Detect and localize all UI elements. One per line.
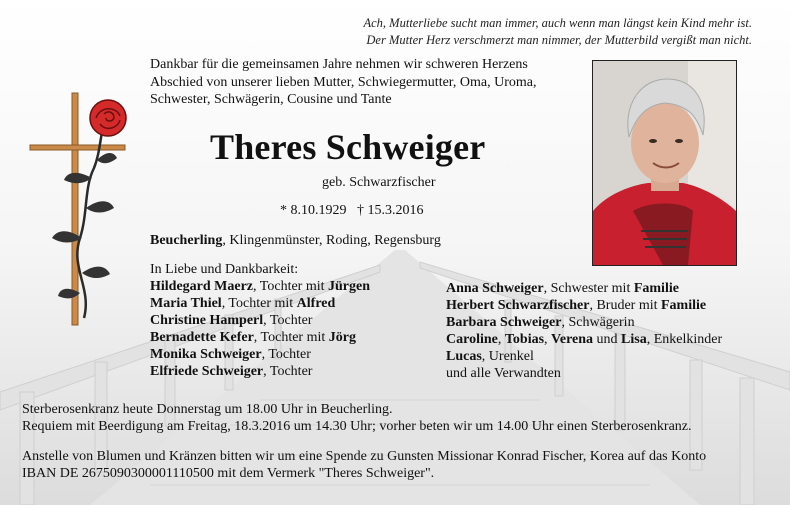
mourner-row	[150, 363, 370, 380]
mourner-relation: , Schwägerin	[561, 315, 635, 330]
mourner-name: Herbert Schwarzfischer	[446, 298, 590, 313]
mourner-relation: , Tochter	[263, 313, 313, 328]
mourner-name: Christine Hamperl	[150, 313, 264, 328]
mourner-name: Maria Thiel	[150, 296, 222, 311]
mourner-relation: , Tochter	[261, 347, 311, 362]
mourner-row	[150, 346, 370, 363]
portrait-image	[593, 61, 736, 265]
deceased-name: Theres Schweiger	[210, 127, 486, 167]
intro-line: Schwester, Schwägerin, Cousine und Tante	[150, 92, 392, 107]
mourner-name: Barbara Schweiger	[446, 315, 562, 330]
quote-line-2: Der Mutter Herz verschmerzt man nimmer, der Mutterbild vergißt man nicht.	[366, 33, 752, 47]
mourner-row	[446, 297, 722, 314]
mourner-relation: , Bruder mit	[589, 298, 661, 313]
intro-line: Dankbar für die gemeinsamen Jahre nehmen wir schweren Herzens	[150, 57, 528, 72]
intro-line: Abschied von unserer lieben Mutter, Schwiegermutter, Oma, Uroma,	[150, 74, 537, 90]
mourner-row	[446, 348, 722, 365]
mourner-relation: , Schwester mit	[543, 281, 634, 296]
mourners-heading: In Liebe und Dankbarkeit:	[150, 262, 299, 277]
mourner-name: Elfriede Schweiger	[150, 364, 264, 379]
mourner-name: Lisa	[621, 332, 647, 347]
life-dates: * 8.10.1929 † 15.3.2016	[280, 203, 424, 218]
mourner-row	[150, 312, 370, 329]
cross-with-rose-icon	[22, 88, 142, 338]
mourner-partner: Jörg	[328, 330, 356, 345]
mourner-relation: , Urenkel	[481, 349, 534, 364]
portrait-photo	[592, 60, 737, 266]
mourner-name: Tobias	[504, 332, 545, 347]
mourner-row: und alle Verwandten	[446, 366, 561, 381]
mourner-name: Bernadette Kefer	[150, 330, 254, 345]
mourner-relation: , Tochter mit	[253, 330, 329, 345]
mourner-row	[446, 314, 722, 331]
mourner-partner: Familie	[633, 281, 679, 296]
mourners-right	[446, 280, 722, 382]
place-bold: Beucherling	[150, 233, 223, 248]
quote-line-1: Ach, Mutterliebe sucht man immer, auch wenn man längst kein Kind mehr ist.	[363, 16, 752, 30]
donation-info	[22, 448, 706, 482]
service-info	[22, 401, 692, 435]
places	[150, 233, 441, 249]
mourner-sep: ,	[544, 332, 552, 347]
intro-text	[150, 56, 537, 109]
mourner-relation: , Tochter	[263, 364, 313, 379]
requiem-line: Requiem mit Beerdigung am Freitag, 18.3.2016 um 14.30 Uhr; vorher beten wir um 14.00 Uhr einen Sterberosenkranz.	[22, 419, 692, 434]
mourner-name: Lucas	[446, 349, 482, 364]
place-rest: , Klingenmünster, Roding, Regensburg	[222, 233, 441, 248]
iban-line: IBAN DE 2675090300001110500 mit dem Vermerk "Theres Schweiger".	[22, 466, 435, 481]
mourner-relation: , Enkelkinder	[646, 332, 723, 347]
mourner-row	[150, 278, 370, 295]
mourner-relation: , Tochter mit	[221, 296, 297, 311]
mourner-partner: Alfred	[296, 296, 336, 311]
mourner-row	[150, 329, 370, 346]
mourner-name: Monika Schweiger	[150, 347, 262, 362]
mourner-row	[150, 295, 370, 312]
maiden-name: geb. Schwarzfischer	[322, 175, 436, 190]
mourner-sep: und	[593, 332, 622, 347]
mourner-name: Anna Schweiger	[446, 281, 544, 296]
mourner-name: Hildegard Maerz	[150, 279, 254, 294]
mourner-row	[446, 280, 722, 297]
rosary-line: Sterberosenkranz heute Donnerstag um 18.00 Uhr in Beucherling.	[22, 402, 393, 417]
mourner-sep: ,	[497, 332, 505, 347]
mourners-left	[150, 261, 370, 380]
mourner-relation: , Tochter mit	[253, 279, 329, 294]
mourner-partner: Familie	[661, 298, 707, 313]
mourner-name: Caroline	[446, 332, 498, 347]
donation-line: Anstelle von Blumen und Kränzen bitten wir um eine Spende zu Gunsten Missionar Konrad Fischer, Korea auf das Konto	[22, 449, 707, 464]
mourner-row	[446, 331, 722, 348]
mourner-partner: Jürgen	[328, 279, 371, 294]
mourner-name: Verena	[551, 332, 594, 347]
